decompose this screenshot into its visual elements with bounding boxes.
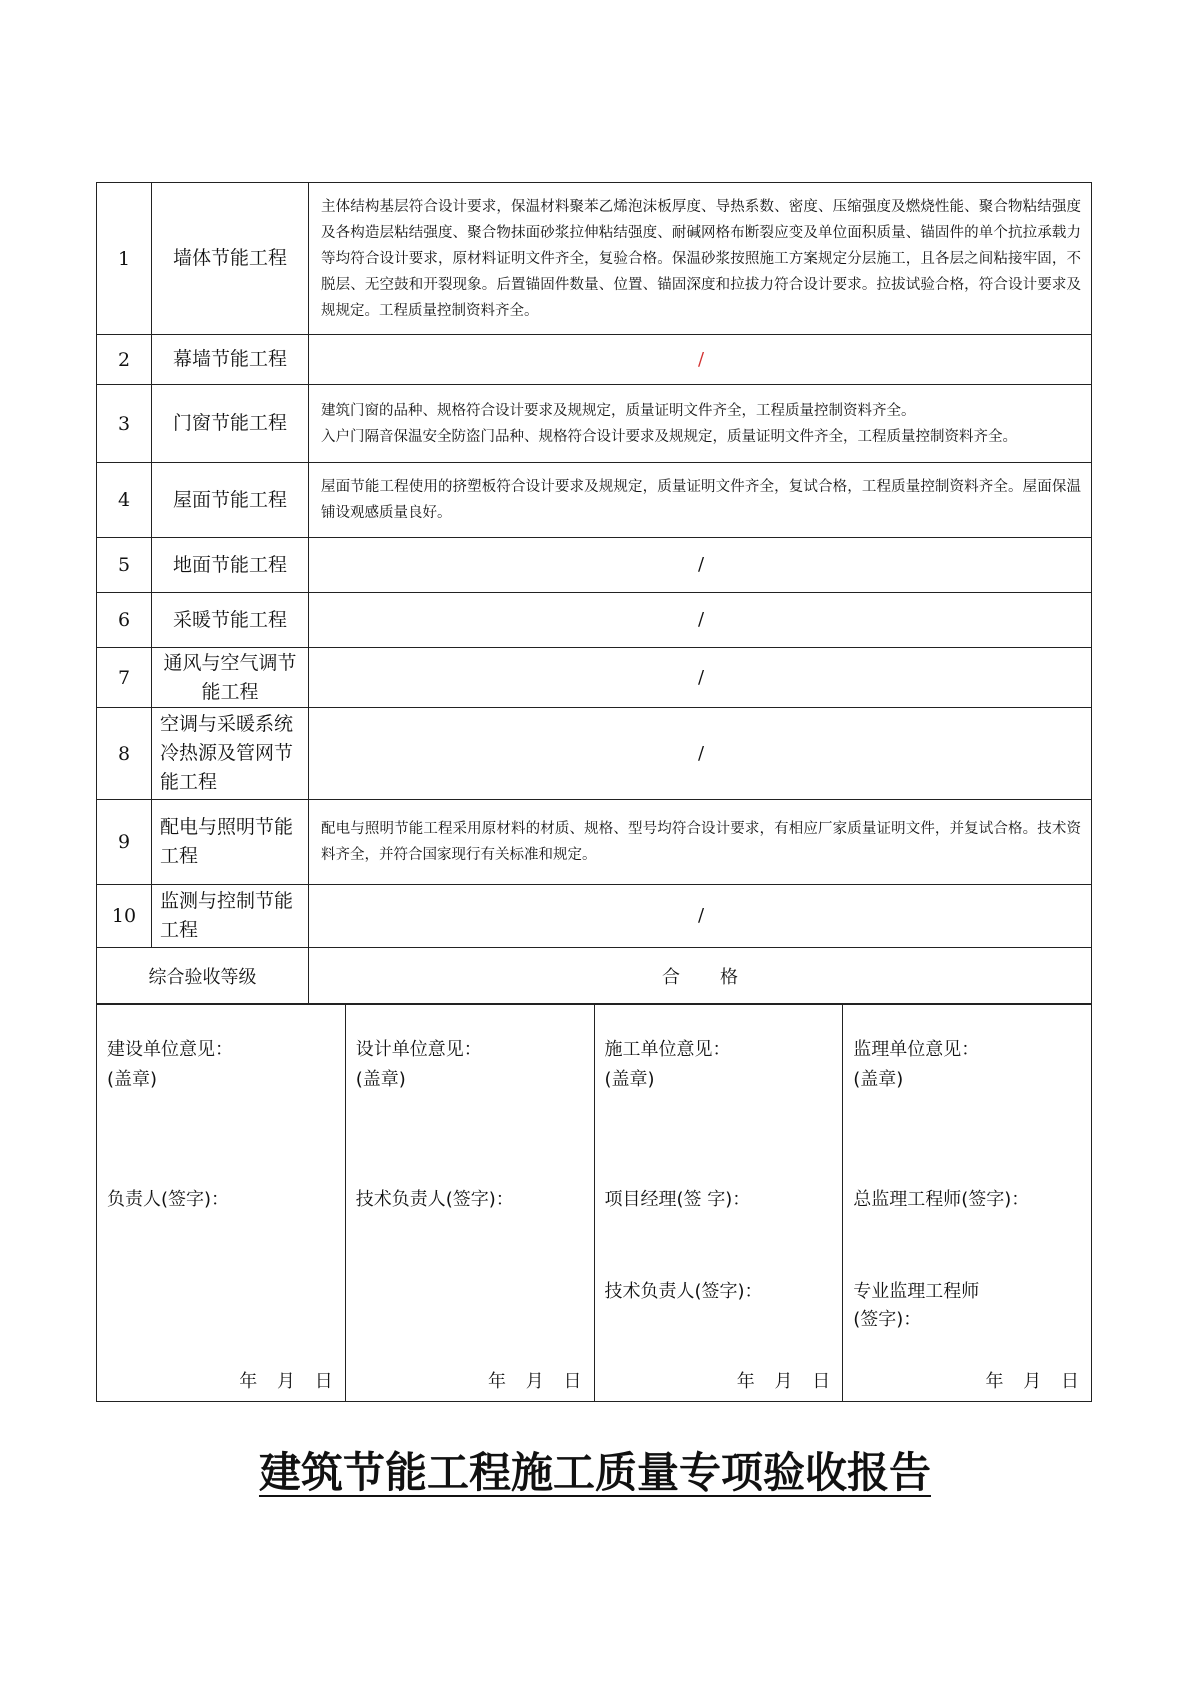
date-label: 年 月 日 xyxy=(736,1371,831,1392)
item-description: / xyxy=(309,538,1092,593)
item-description xyxy=(309,385,1092,463)
signature-label: (签字)： xyxy=(853,1309,922,1330)
opinion-label: 监理单位意见： xyxy=(853,1039,980,1060)
item-name: 采暖节能工程 xyxy=(152,593,309,648)
date-label: 年 月 日 xyxy=(488,1371,582,1392)
item-number: 6 xyxy=(97,593,152,648)
item-description: / xyxy=(309,335,1092,385)
acceptance-form xyxy=(96,182,1092,1402)
item-name: 空调与采暖系统冷热源及管网节能工程 xyxy=(152,708,309,800)
item-number: 5 xyxy=(97,538,152,593)
signature-label: 专业监理工程师 xyxy=(853,1281,980,1302)
seal-label: (盖章) xyxy=(604,1069,655,1090)
item-number: 8 xyxy=(97,708,152,800)
table-row xyxy=(97,538,1092,593)
item-name: 地面节能工程 xyxy=(152,538,309,593)
seal-label: (盖章) xyxy=(355,1069,406,1090)
item-number: 4 xyxy=(97,463,152,538)
item-description: / xyxy=(309,885,1092,948)
item-description: 屋面节能工程使用的挤塑板符合设计要求及规规定，质量证明文件齐全，复试合格，工程质量控制资料齐全。屋面保温铺设观感质量良好。 xyxy=(309,463,1092,538)
table-row xyxy=(97,183,1092,335)
signature-cell-supervisor xyxy=(843,1004,1092,1402)
signature-label: 技术负责人(签字)： xyxy=(355,1189,514,1210)
report-title xyxy=(0,1440,1190,1500)
table-row xyxy=(97,463,1092,538)
seal-label: (盖章) xyxy=(853,1069,904,1090)
item-description: / xyxy=(309,648,1092,708)
item-name: 监测与控制节能工程 xyxy=(152,885,309,948)
signature-row xyxy=(97,1004,1092,1402)
summary-row xyxy=(97,948,1092,1004)
summary-label: 综合验收等级 xyxy=(97,948,309,1004)
date-label: 年 月 日 xyxy=(239,1371,333,1392)
item-description: / xyxy=(309,708,1092,800)
table-row xyxy=(97,800,1092,885)
item-name: 门窗节能工程 xyxy=(152,385,309,463)
item-number: 10 xyxy=(97,885,152,948)
item-description: 主体结构基层符合设计要求，保温材料聚苯乙烯泡沫板厚度、导热系数、密度、压缩强度及燃烧性能、聚合物粘结强度及各构造层粘结强度、聚合物抹面砂浆拉伸粘结强度、耐碱网格布断裂应变及单位面积质量、锚固件的单个抗拉承载力等均符合设计要求，原材料证明文件齐全，复验合格。保温砂浆按照施工方案规定分层施工，且各层之间粘接牢固，不脱层、无空鼓和开裂现象。后置锚固件数量、位置、锚固深度和拉拔力符合设计要求。拉拔试验合格，符合设计要求及规规定。工程质量控制资料齐全。 xyxy=(309,183,1092,335)
item-name: 配电与照明节能工程 xyxy=(152,800,309,885)
item-number: 2 xyxy=(97,335,152,385)
item-name: 通风与空气调节能工程 xyxy=(152,648,309,708)
signature-label: 项目经理(签 字)： xyxy=(604,1189,751,1210)
table-row xyxy=(97,708,1092,800)
item-name: 墙体节能工程 xyxy=(152,183,309,335)
opinion-label: 建设单位意见： xyxy=(107,1039,233,1060)
item-description: 配电与照明节能工程采用原材料的材质、规格、型号均符合设计要求，有相应厂家质量证明文件，并复试合格。技术资料齐全，并符合国家现行有关标准和规定。 xyxy=(309,800,1092,885)
items-table xyxy=(96,182,1092,1004)
table-row xyxy=(97,885,1092,948)
item-number: 9 xyxy=(97,800,152,885)
table-row xyxy=(97,335,1092,385)
summary-value xyxy=(309,948,1092,1004)
signature-label: 负责人(签字)： xyxy=(107,1189,230,1210)
opinion-label: 设计单位意见： xyxy=(355,1039,482,1060)
description-line: 建筑门窗的品种、规格符合设计要求及规规定，质量证明文件齐全，工程质量控制资料齐全。 xyxy=(321,402,916,419)
table-row xyxy=(97,385,1092,463)
signature-cell-contractor xyxy=(594,1004,843,1402)
summary-value-part: 合 xyxy=(662,966,680,988)
table-row xyxy=(97,648,1092,708)
item-description: / xyxy=(309,593,1092,648)
signature-cell-design xyxy=(345,1004,594,1402)
item-name: 屋面节能工程 xyxy=(152,463,309,538)
signature-table xyxy=(96,1003,1092,1402)
description-line: 入户门隔音保温安全防盗门品种、规格符合设计要求及规规定，质量证明文件齐全，工程质量控制资料齐全。 xyxy=(321,428,1017,445)
item-number: 7 xyxy=(97,648,152,708)
item-number: 1 xyxy=(97,183,152,335)
report-title-text: 建筑节能工程施工质量专项验收报告 xyxy=(258,1448,931,1497)
date-label: 年 月 日 xyxy=(985,1371,1079,1392)
table-row xyxy=(97,593,1092,648)
item-name: 幕墙节能工程 xyxy=(152,335,309,385)
summary-value-part: 格 xyxy=(720,966,738,988)
signature-label: 技术负责人(签字)： xyxy=(604,1281,763,1302)
signature-label: 总监理工程师(签字)： xyxy=(853,1189,1030,1210)
signature-cell-construction xyxy=(97,1004,346,1402)
opinion-label: 施工单位意见： xyxy=(604,1039,731,1060)
seal-label: (盖章) xyxy=(107,1069,158,1090)
item-number: 3 xyxy=(97,385,152,463)
